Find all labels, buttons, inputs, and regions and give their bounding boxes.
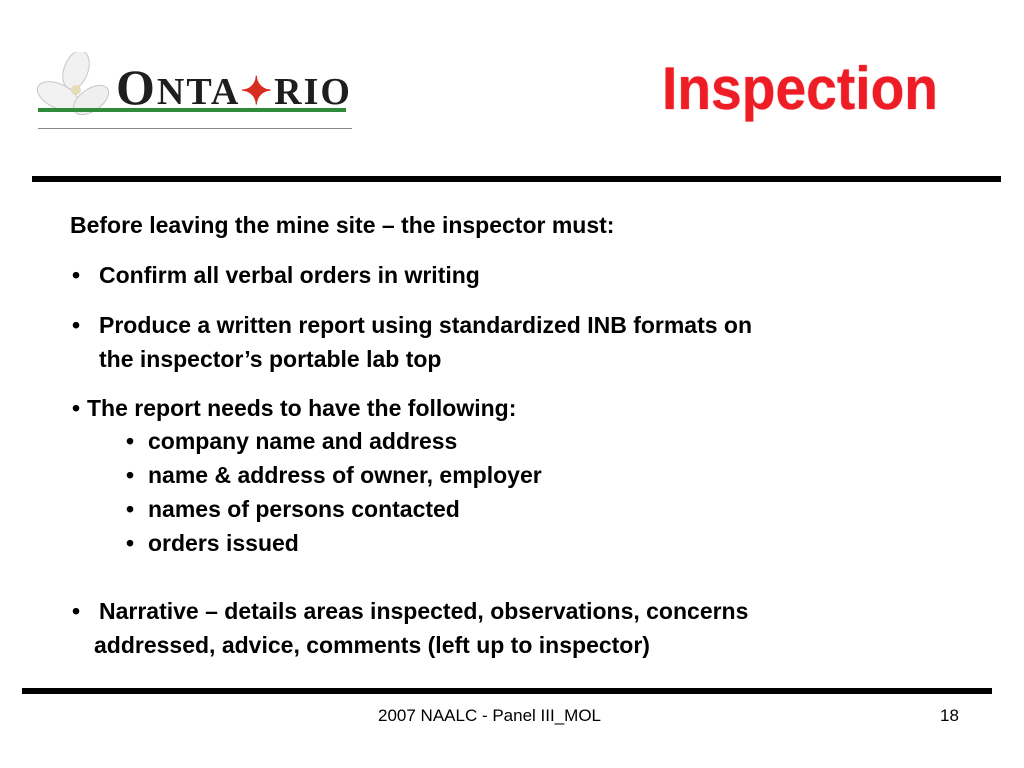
sub-item-3: names of persons contacted xyxy=(148,496,460,522)
bullet-item-1: Confirm all verbal orders in writing xyxy=(99,262,480,288)
sub-bullet-icon: • xyxy=(126,530,135,556)
sub-bullet-icon: • xyxy=(126,428,135,454)
sub-bullet-icon: • xyxy=(126,462,135,488)
bullet-item-4-line-2: addressed, advice, comments (left up to inspector) xyxy=(94,632,650,658)
bullet-icon: • xyxy=(72,312,81,338)
footer-text: 2007 NAALC - Panel III_MOL xyxy=(378,706,602,725)
bullet-item-4-line-1: Narrative – details areas inspected, observations, concerns xyxy=(99,598,749,624)
bullet-icon: • xyxy=(72,262,81,288)
sub-item-2: name & address of owner, employer xyxy=(148,462,542,488)
ontario-logo xyxy=(36,52,352,136)
top-divider xyxy=(32,176,1001,182)
bullet-item-2-line-2: the inspector’s portable lab top xyxy=(99,346,442,372)
logo-wordmark: ONTA✦RIO xyxy=(116,59,352,115)
bullet-item-2-line-1: Produce a written report using standardized INB formats on xyxy=(99,312,753,338)
sub-item-4: orders issued xyxy=(148,530,299,556)
sub-item-1: company name and address xyxy=(148,428,458,454)
bullet-item-3: The report needs to have the following: xyxy=(87,395,517,421)
page-number: 18 xyxy=(940,706,959,725)
intro-text: Before leaving the mine site – the inspector must: xyxy=(70,212,615,238)
bullet-icon: • xyxy=(72,598,81,624)
sub-bullet-icon: • xyxy=(126,496,135,522)
slide-title: Inspection xyxy=(662,55,939,122)
bullet-icon: • xyxy=(72,395,81,421)
bottom-divider xyxy=(22,688,992,694)
